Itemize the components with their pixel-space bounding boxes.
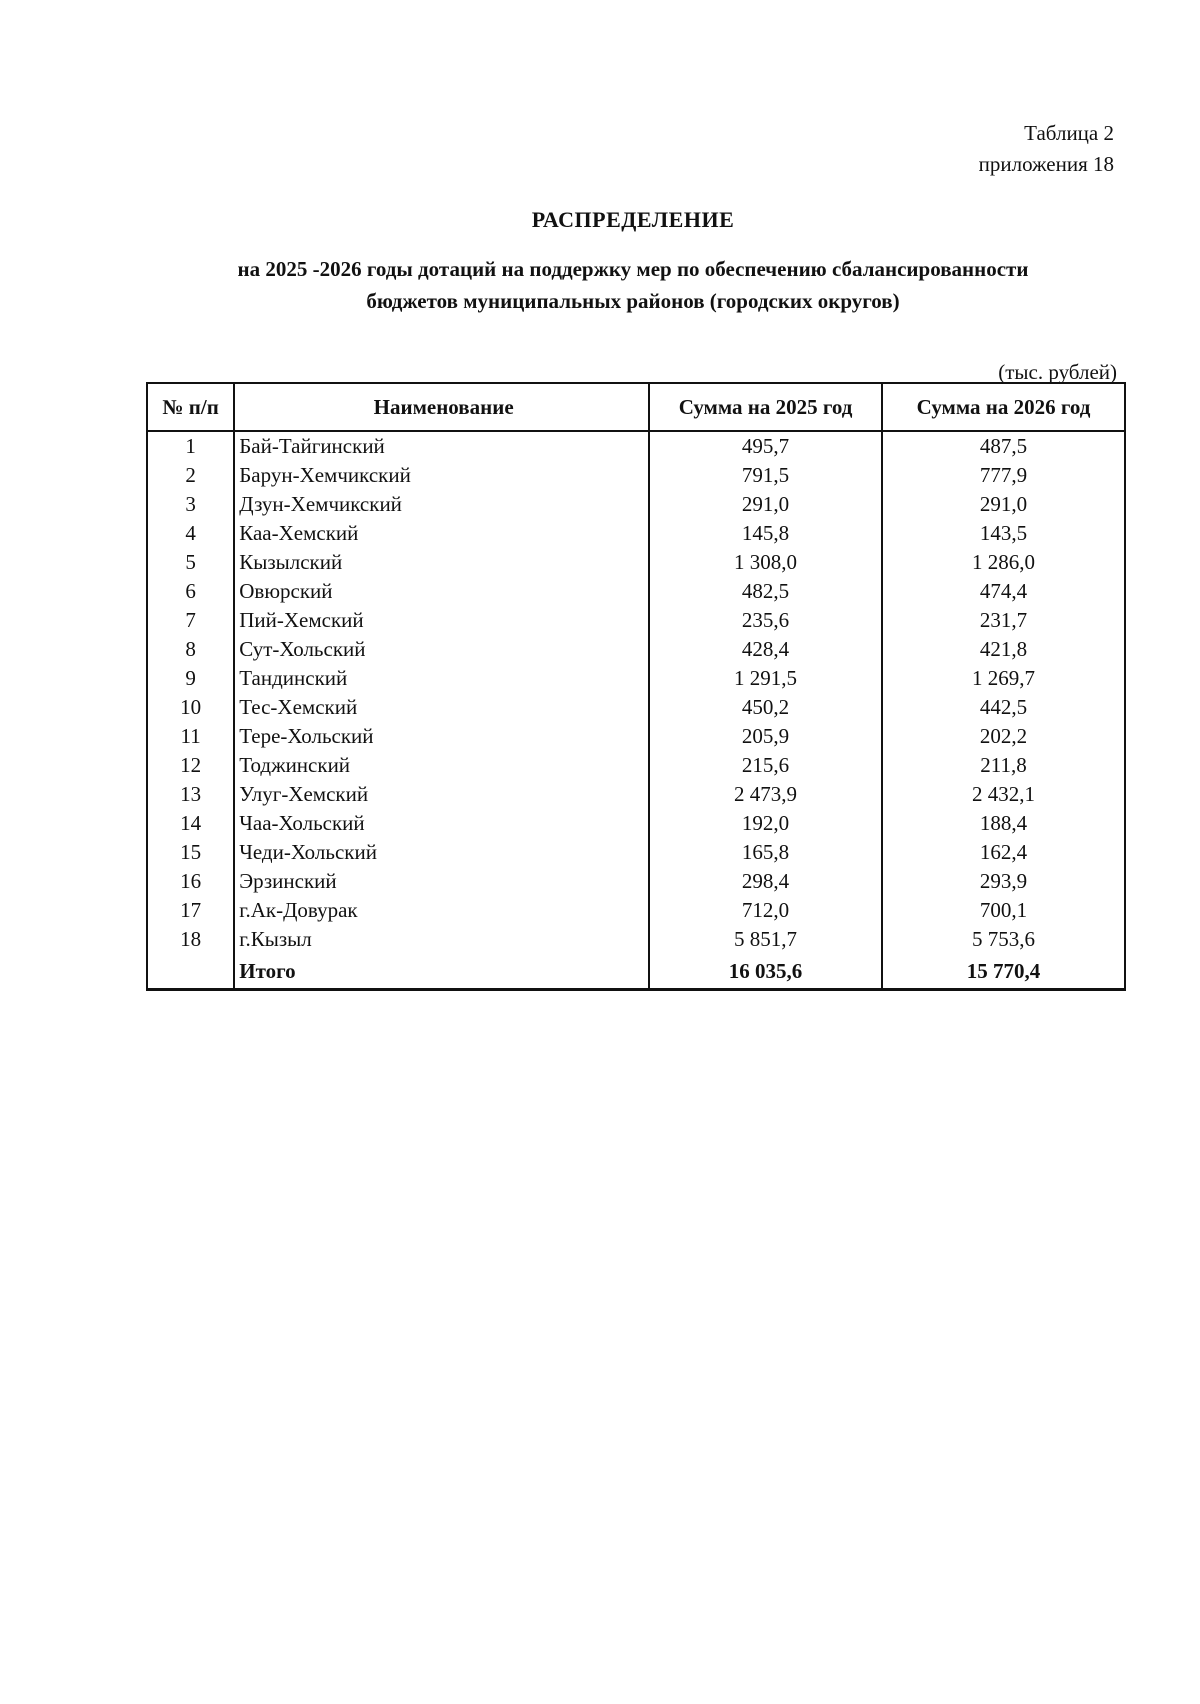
row-name-cell: г.Ак-Довурак [234,896,649,925]
row-name-cell: Тоджинский [234,751,649,780]
row-name-cell: г.Кызыл [234,925,649,954]
row-number-cell: 6 [147,577,234,606]
subtitle-line-2: бюджетов муниципальных районов (городских округов) [366,289,900,313]
row-name-cell: Кызылский [234,548,649,577]
row-number-cell: 14 [147,809,234,838]
row-number-cell: 2 [147,461,234,490]
row-number-cell: 11 [147,722,234,751]
total-2026: 15 770,4 [882,954,1125,990]
row-2025-cell: 205,9 [649,722,882,751]
table-row [147,577,1125,606]
row-2025-cell: 1 291,5 [649,664,882,693]
row-2025-cell: 165,8 [649,838,882,867]
table-row [147,693,1125,722]
row-2026-cell: 293,9 [882,867,1125,896]
row-number-cell: 16 [147,867,234,896]
row-name-cell: Овюрский [234,577,649,606]
row-2026-cell: 291,0 [882,490,1125,519]
table-row [147,490,1125,519]
row-number-cell: 3 [147,490,234,519]
total-2025: 16 035,6 [649,954,882,990]
row-number-cell: 1 [147,431,234,461]
row-2026-cell: 162,4 [882,838,1125,867]
table-row [147,461,1125,490]
row-number-cell: 13 [147,780,234,809]
total-label: Итого [234,954,649,990]
table-row [147,896,1125,925]
row-2025-cell: 291,0 [649,490,882,519]
row-2025-cell: 482,5 [649,577,882,606]
row-name-cell: Улуг-Хемский [234,780,649,809]
row-name-cell: Дзун-Хемчикский [234,490,649,519]
row-2026-cell: 442,5 [882,693,1125,722]
row-2026-cell: 1 286,0 [882,548,1125,577]
table-row [147,867,1125,896]
row-number-cell: 10 [147,693,234,722]
row-name-cell: Тере-Хольский [234,722,649,751]
distribution-table [146,382,1126,991]
table-row [147,809,1125,838]
row-name-cell: Чеди-Хольский [234,838,649,867]
row-2025-cell: 5 851,7 [649,925,882,954]
table-row [147,838,1125,867]
row-number-cell: 15 [147,838,234,867]
row-name-cell: Каа-Хемский [234,519,649,548]
table-row [147,751,1125,780]
row-2026-cell: 202,2 [882,722,1125,751]
row-2026-cell: 487,5 [882,431,1125,461]
table-row [147,635,1125,664]
row-2025-cell: 1 308,0 [649,548,882,577]
row-2025-cell: 2 473,9 [649,780,882,809]
total-number-cell [147,954,234,990]
table-row [147,548,1125,577]
table-row [147,925,1125,954]
row-2026-cell: 474,4 [882,577,1125,606]
row-2026-cell: 1 269,7 [882,664,1125,693]
document-title: РАСПРЕДЕЛЕНИЕ [531,207,735,232]
total-row [147,954,1125,990]
table-row [147,519,1125,548]
row-name-cell: Эрзинский [234,867,649,896]
row-number-cell: 18 [147,925,234,954]
row-name-cell: Сут-Хольский [234,635,649,664]
row-name-cell: Пий-Хемский [234,606,649,635]
table-row [147,431,1125,461]
document-subtitle [160,253,1106,317]
row-number-cell: 9 [147,664,234,693]
row-name-cell: Барун-Хемчикский [234,461,649,490]
row-2025-cell: 450,2 [649,693,882,722]
column-header-2026: Сумма на 2026 год [882,383,1125,431]
appendix-label: приложения 18 [978,152,1114,176]
row-2025-cell: 235,6 [649,606,882,635]
table-label: Таблица 2 [1024,121,1114,145]
table-header-row [147,383,1125,431]
column-header-name: Наименование [234,383,649,431]
row-name-cell: Тандинский [234,664,649,693]
row-name-cell: Чаа-Хольский [234,809,649,838]
row-2025-cell: 192,0 [649,809,882,838]
row-2025-cell: 428,4 [649,635,882,664]
row-2025-cell: 145,8 [649,519,882,548]
row-2026-cell: 2 432,1 [882,780,1125,809]
row-2026-cell: 143,5 [882,519,1125,548]
column-header-2025: Сумма на 2025 год [649,383,882,431]
table-row [147,722,1125,751]
row-2025-cell: 495,7 [649,431,882,461]
units-note: (тыс. рублей) [998,360,1117,384]
table-row [147,664,1125,693]
row-2026-cell: 188,4 [882,809,1125,838]
row-number-cell: 8 [147,635,234,664]
subtitle-line-1: на 2025 -2026 годы дотаций на поддержку мер по обеспечению сбалансированности [237,257,1029,281]
table-body [147,431,1125,990]
table-row [147,606,1125,635]
column-header-number: № п/п [147,383,234,431]
table-reference [979,118,1114,180]
row-number-cell: 12 [147,751,234,780]
row-name-cell: Тес-Хемский [234,693,649,722]
row-number-cell: 7 [147,606,234,635]
row-2025-cell: 791,5 [649,461,882,490]
row-2026-cell: 231,7 [882,606,1125,635]
row-number-cell: 4 [147,519,234,548]
row-2026-cell: 5 753,6 [882,925,1125,954]
row-2025-cell: 215,6 [649,751,882,780]
row-name-cell: Бай-Тайгинский [234,431,649,461]
row-2026-cell: 700,1 [882,896,1125,925]
table-row [147,780,1125,809]
row-2025-cell: 298,4 [649,867,882,896]
row-2026-cell: 211,8 [882,751,1125,780]
row-number-cell: 17 [147,896,234,925]
row-2026-cell: 421,8 [882,635,1125,664]
row-2025-cell: 712,0 [649,896,882,925]
row-2026-cell: 777,9 [882,461,1125,490]
row-number-cell: 5 [147,548,234,577]
